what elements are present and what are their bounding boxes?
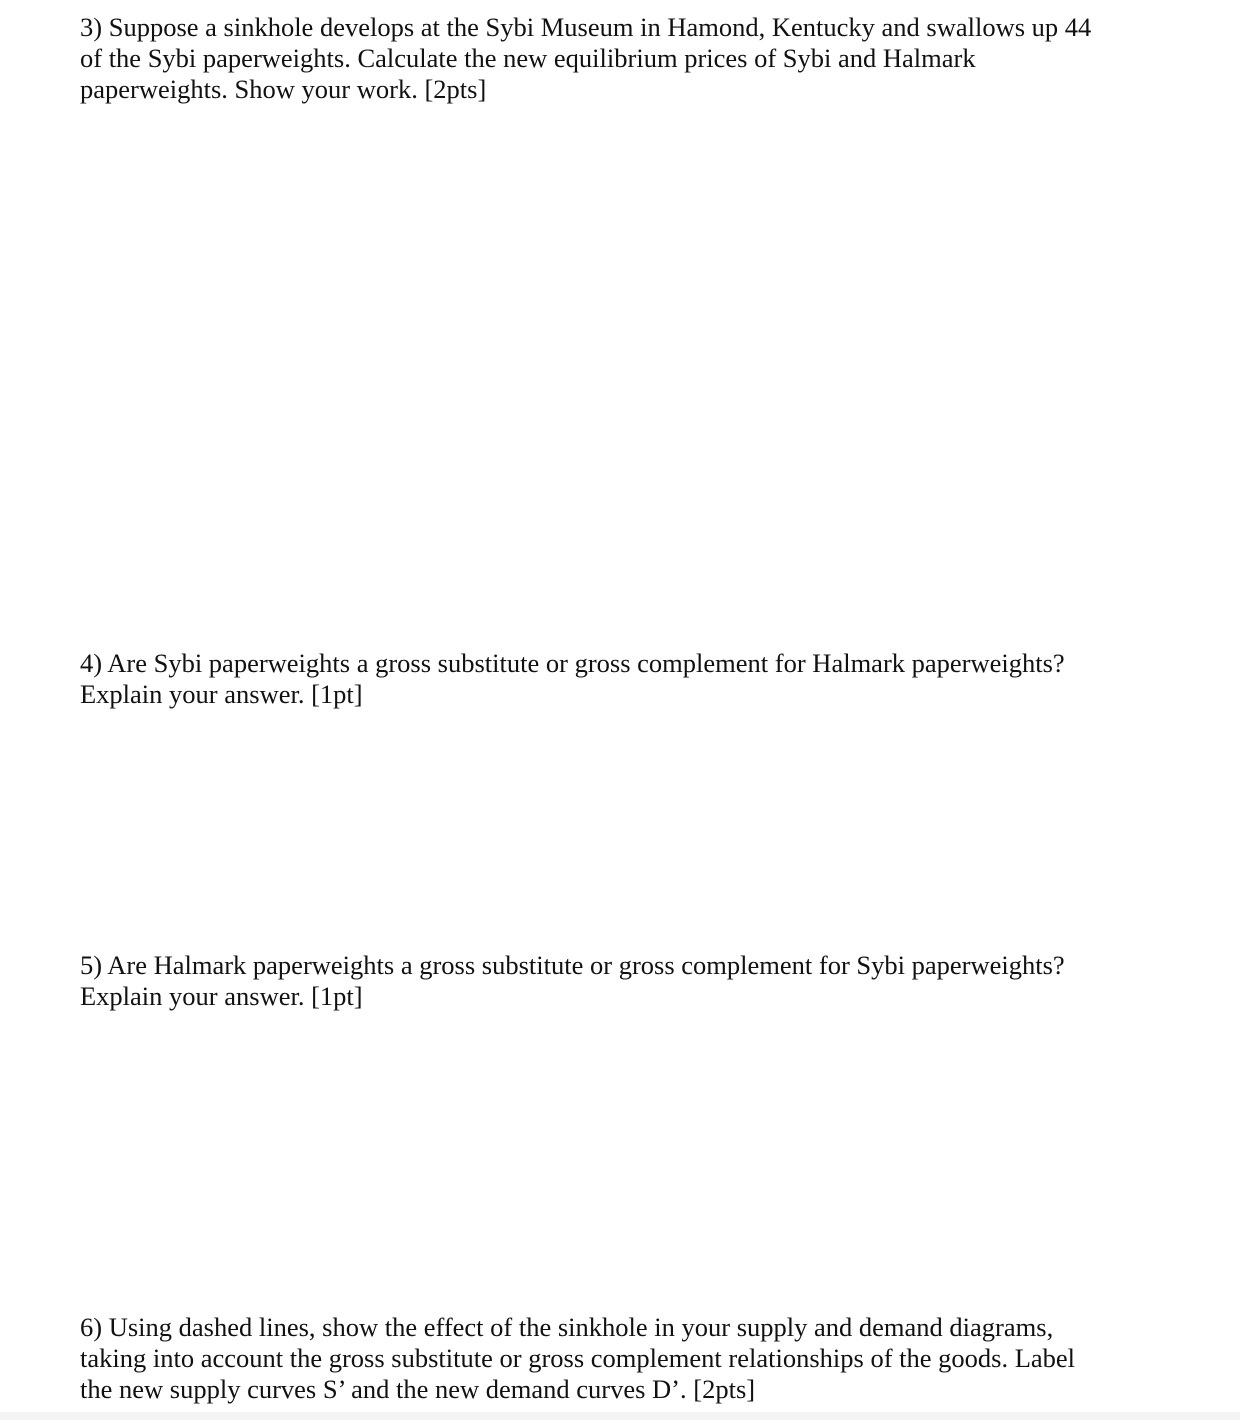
question-5 <box>80 950 1100 1012</box>
question-4 <box>80 648 1100 710</box>
question-6-line: taking into account the gross substitute or gross complement relationships of the goods. Label <box>80 1343 1076 1373</box>
question-4-line: Explain your answer. [1pt] <box>80 679 363 709</box>
question-6 <box>80 1312 1100 1405</box>
page-bottom-edge <box>0 1412 1240 1420</box>
question-5-line: 5) Are Halmark paperweights a gross substitute or gross complement for Sybi paperweights? <box>80 950 1065 980</box>
question-5-line: Explain your answer. [1pt] <box>80 981 363 1011</box>
question-6-line: the new supply curves S’ and the new demand curves D’. [2pts] <box>80 1374 756 1404</box>
question-3-line: 3) Suppose a sinkhole develops at the Sybi Museum in Hamond, Kentucky and swallows up 44 <box>80 12 1092 42</box>
question-4-line: 4) Are Sybi paperweights a gross substitute or gross complement for Halmark paperweights? <box>80 648 1065 678</box>
question-3 <box>80 12 1100 105</box>
question-6-line: 6) Using dashed lines, show the effect of the sinkhole in your supply and demand diagrams, <box>80 1312 1054 1342</box>
question-3-line: of the Sybi paperweights. Calculate the new equilibrium prices of Sybi and Halmark <box>80 43 976 73</box>
question-3-line: paperweights. Show your work. [2pts] <box>80 74 487 104</box>
